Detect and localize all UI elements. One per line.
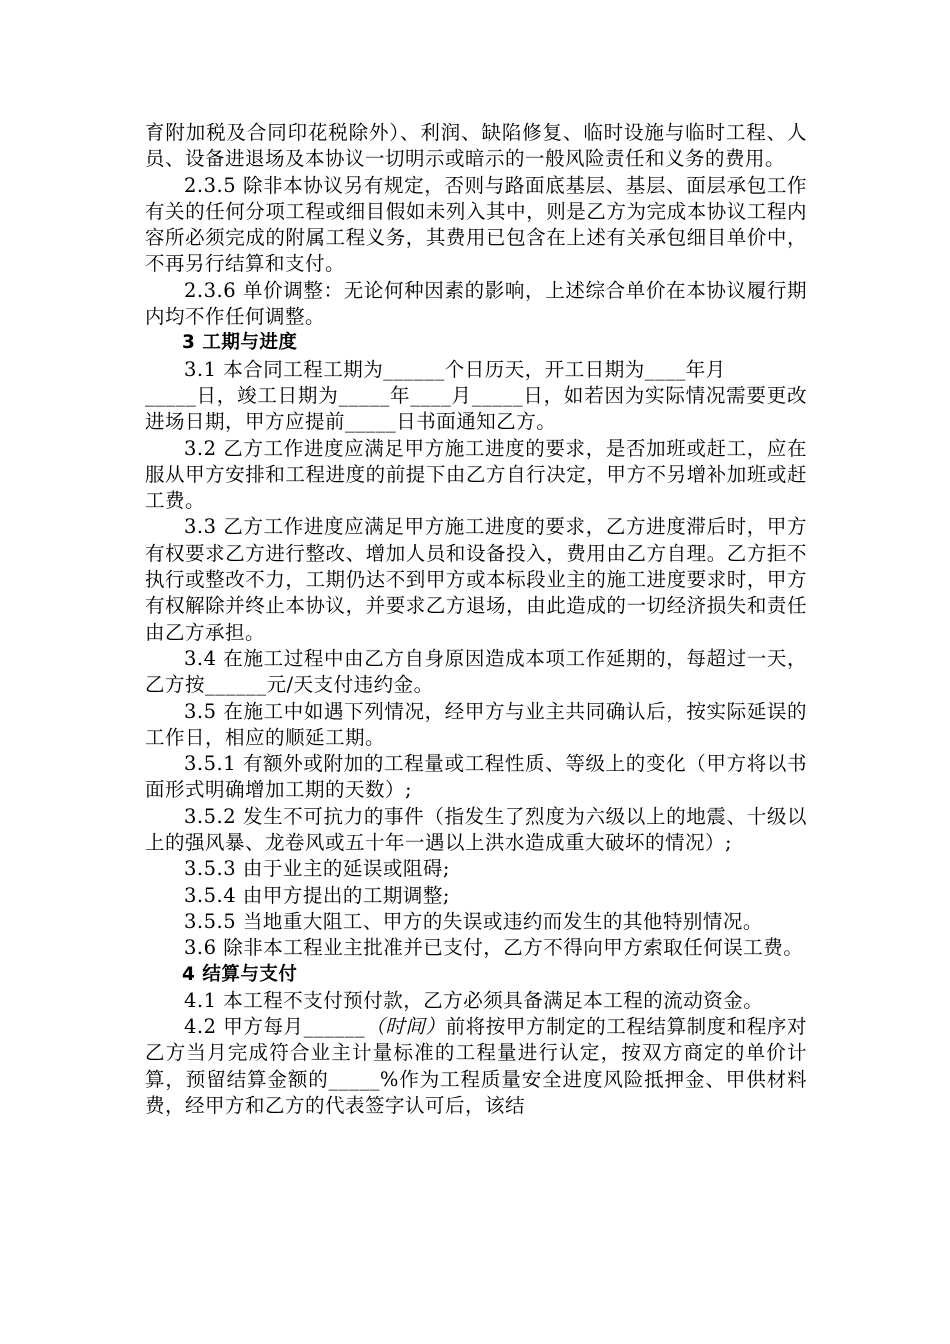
paragraph: 3.5 在施工中如遇下列情况，经甲方与业主共同确认后，按实际延误的工作日，相应的顺延工期。 (145, 699, 807, 749)
paragraph-4-2-text: 4.2 甲方每月______ (184, 1015, 366, 1039)
paragraph: 3.4 在施工过程中由乙方自身原因造成本项工作延期的，每超过一天，乙方按______元/天支付违约金。 (145, 646, 807, 697)
paragraph-4-2-rest: 前将按甲方制定的工程结算制度和程序对乙方当月完成符合业主计量标准的工程量进行认定，按双方商定的单价计算，预留结算金额的_____%作为工程质量安全进度风险抵押金、甲供材料费，经甲方和乙方的代表签字认可后，该结 (145, 1015, 807, 1117)
document-body (145, 120, 807, 1119)
paragraph: 2.3.6 单价调整：无论何种因素的影响，上述综合单价在本协议履行期内均不作任何调整。 (145, 278, 807, 329)
paragraph: 3.5.3 由于业主的延误或阻碍; (184, 857, 450, 881)
paragraph: 3.2 乙方工作进度应满足甲方施工进度的要求，是否加班或赶工，应在服从甲方安排和工程进度的前提下由乙方自行决定，甲方不另增补加班或赶工费。 (145, 436, 807, 513)
paragraph: 3.5.1 有额外或附加的工程量或工程性质、等级上的变化（甲方将以书面形式明确增加工期的天数）; (145, 752, 807, 802)
paragraph: 3.3 乙方工作进度应满足甲方施工进度的要求，乙方进度滞后时，甲方有权要求乙方进行整改、增加人员和设备投入，费用由乙方自理。乙方拒不执行或整改不力，工期仍达不到甲方或本标段业主的施工进度要求时，甲方有权解除并终止本协议，并要求乙方退场，由此造成的一切经济损失和责任由乙方承担。 (145, 515, 807, 644)
paragraph-4-2 (145, 1014, 807, 1119)
paragraph: 3.6 除非本工程业主批准并已支付，乙方不得向甲方索取任何误工费。 (184, 936, 804, 960)
paragraph: 3.5.2 发生不可抗力的事件（指发生了烈度为六级以上的地震、十级以上的强风暴、龙卷风或五十年一遇以上洪水造成重大破坏的情况）; (145, 804, 807, 855)
paragraph: 2.3.5 除非本协议另有规定，否则与路面底基层、基层、面层承包工作有关的任何分项工程或细目假如未列入其中，则是乙方为完成本协议工程内容所必须完成的附属工程义务，其费用已包含在上述有关承包细目单价中，不再另行结算和支付。 (145, 173, 807, 276)
paragraph: 3.5.5 当地重大阻工、甲方的失误或违约而发生的其他特别情况。 (184, 909, 763, 933)
paragraph: _____日，竣工日期为_____年____月_____日，如若因为实际情况需要更改进场日期，甲方应提前_____日书面通知乙方。 (145, 383, 807, 434)
paragraph: 3.1 本合同工程工期为______个日历天，开工日期为____年月 (184, 357, 726, 381)
time-note: （时间） (365, 1015, 446, 1039)
paragraph: 4.1 本工程不支付预付款，乙方必须具备满足本工程的流动资金。 (184, 988, 764, 1012)
section-heading: 3 工期与进度 (182, 332, 298, 354)
paragraph-list (145, 120, 807, 1014)
paragraph: 3.5.4 由甲方提出的工期调整; (184, 883, 450, 907)
paragraph: 育附加税及合同印花税除外）、利润、缺陷修复、临时设施与临时工程、人员、设备进退场及本协议一切明示或暗示的一般风险责任和义务的费用。 (145, 121, 807, 171)
section-heading: 4 结算与支付 (182, 963, 298, 985)
